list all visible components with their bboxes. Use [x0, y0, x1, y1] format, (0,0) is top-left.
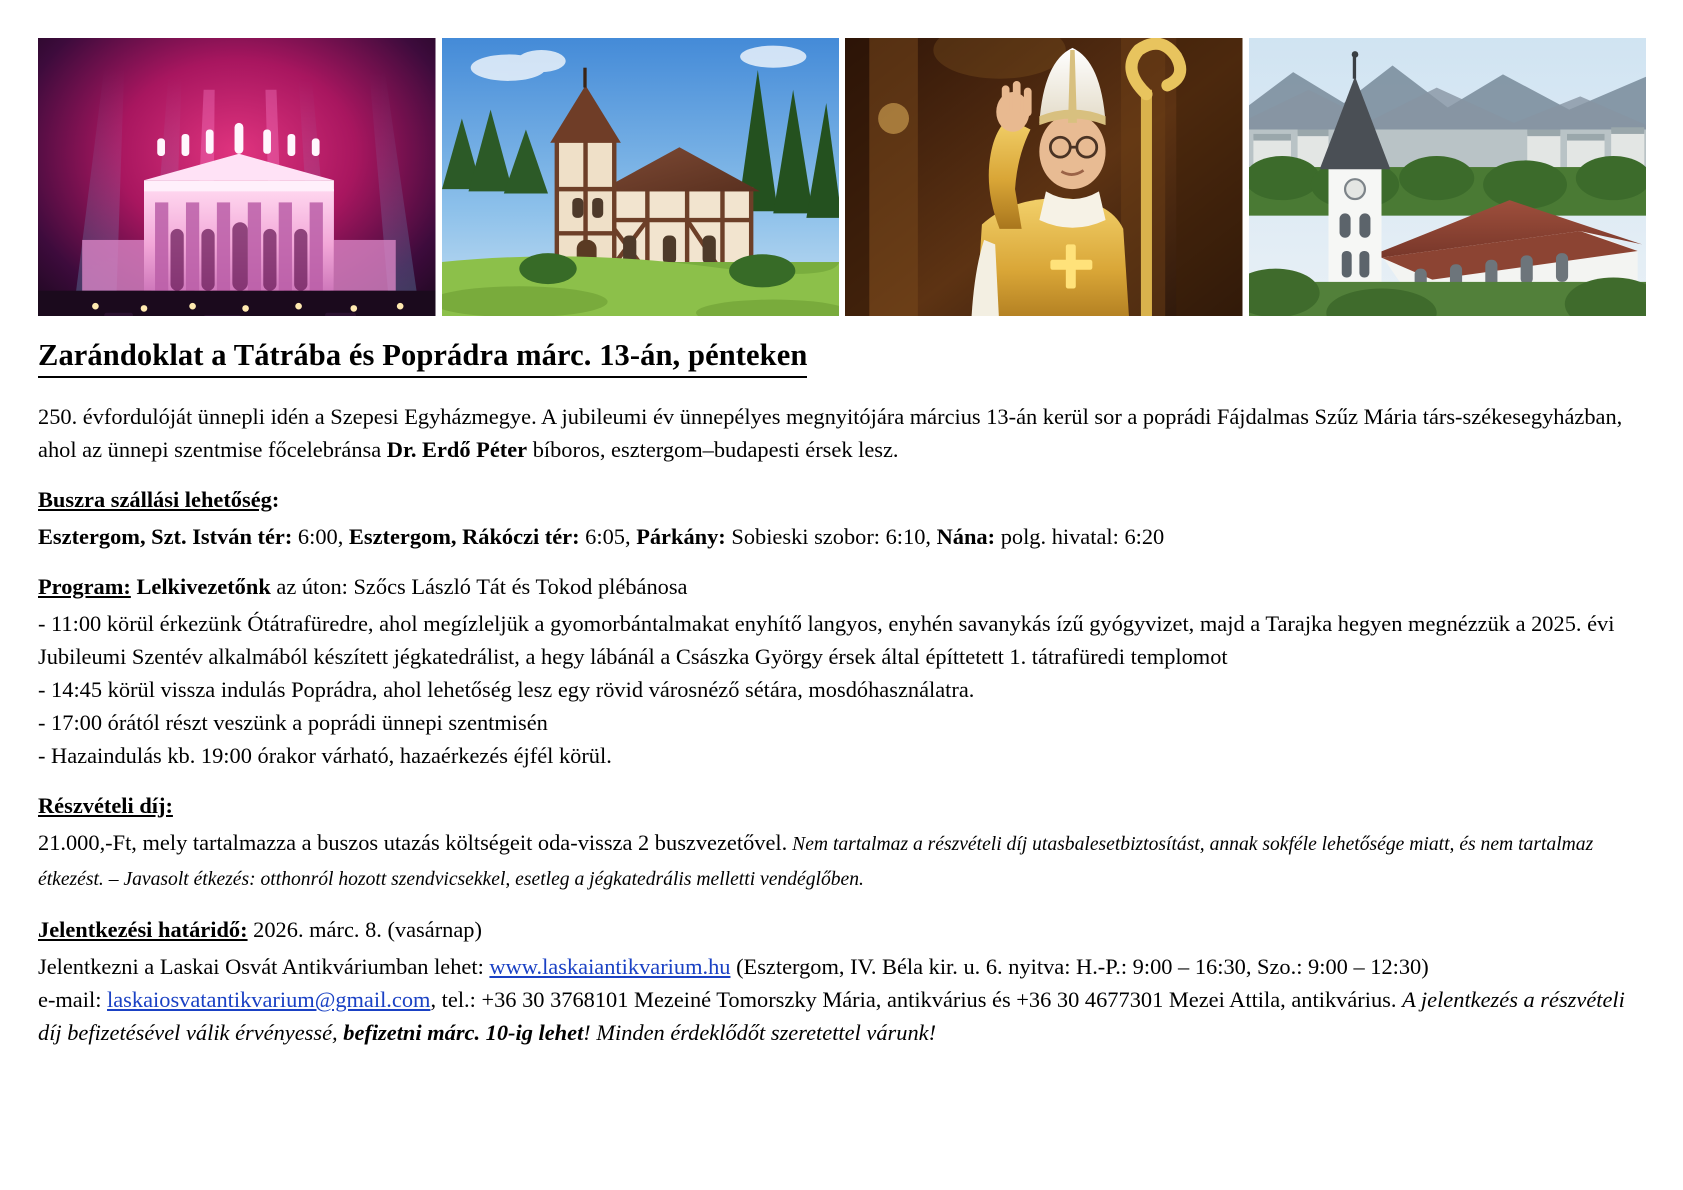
stop-3-time: Sobieski szobor: 6:10,: [725, 524, 937, 549]
deadline-line: [38, 913, 1645, 946]
boarding-heading: Buszra szállási lehetőség: [38, 487, 272, 512]
photo-tatrafured-wooden-church: [442, 38, 840, 316]
registration-where-prefix: Jelentkezni a Laskai Osvát Antikváriumban lehet:: [38, 954, 490, 979]
program-item: - 14:45 körül vissza indulás Poprádra, ahol lehetőség lesz egy rövid városnéző sétára, mosdóhasználatra.: [38, 677, 975, 702]
fee-heading-line: [38, 789, 1645, 822]
fee-note: Nem tartalmaz a részvételi díj utasbalesetbiztosítást, annak sokféle lehetősége miatt, és nem tartalmaz étkezést. – Javasolt étkezés: otthonról hozott szendvicsekkel, esetleg a jégkatedrális melletti vendéglőben.: [38, 834, 1594, 890]
intro-text-part1: 250. évfordulóját ünnepli idén a Szepesi Egyházmegye. A jubileumi év ünnepélyes megnyitójára március 13-án kerül sor a poprádi Fájdalmas Szűz Mária társ-székesegyházban, ahol az ünnepi szentmise főcelebránsa: [38, 404, 1623, 462]
stop-4-time: polg. hivatal: 6:20: [995, 524, 1165, 549]
stop-2-label: Esztergom, Rákóczi tér:: [348, 524, 580, 549]
closing-note-part1: A jelentkezés a részvételi díj befizetésével válik érvényessé,: [38, 987, 1625, 1045]
program-item: - 17:00 órától részt veszünk a poprádi ünnepi szentmisén: [38, 710, 548, 735]
stop-1-time: 6:00,: [292, 524, 349, 549]
registration-where-suffix: (Esztergom, IV. Béla kir. u. 6. nyitva: H.-P.: 9:00 – 16:30, Szo.: 9:00 – 12:30): [730, 954, 1429, 979]
registration-contact-line: [38, 983, 1645, 1049]
stop-3-label: Párkány:: [636, 524, 726, 549]
fee-heading: Részvételi díj:: [38, 793, 173, 818]
photo-strip: [38, 38, 1646, 316]
boarding-stops-line: [38, 520, 1645, 553]
boarding-heading-line: [38, 483, 1645, 516]
program-item: - Hazaindulás kb. 19:00 órakor várható, hazaérkezés éjfél körül.: [38, 743, 612, 768]
program-item: - 11:00 körül érkezünk Ótátrafüredre, ahol megízleljük a gyomorbántalmakat enyhítő langyos, enyhén savanykás ízű gyógyvizet, majd a Tarajka hegyen megnézzük a 2025. évi Jubileumi Szentév alkalmából készített jégkatedrálist, a hegy lábánál a Császka György érsek által építtetett 1. tátrafüredi templomot: [38, 611, 1615, 669]
registration-location-line: [38, 950, 1645, 983]
deadline-label: Jelentkezési határidő:: [38, 917, 248, 942]
photo-cardinal-blessing: [845, 38, 1243, 316]
contact-email-link[interactable]: laskaiosvatantikvarium@gmail.com: [107, 987, 431, 1012]
intro-text-part2: bíboros, esztergom–budapesti érsek lesz.: [527, 437, 899, 462]
stop-4-label: Nána:: [936, 524, 996, 549]
antikvarium-website-link[interactable]: www.laskaiantikvarium.hu: [489, 954, 731, 979]
spiritual-guide-text: az úton: Szőcs László Tát és Tokod plébánosa: [270, 574, 688, 599]
fee-details: [38, 826, 1645, 896]
boarding-heading-colon: :: [271, 487, 280, 512]
program-label: Program:: [38, 574, 131, 599]
phone-contacts: , tel.: +36 30 3768101 Mezeiné Tomorszky Mária, antikvárius és +36 30 4677301 Mezei Attila, antikvárius.: [430, 987, 1403, 1012]
celebrant-name: Dr. Erdő Péter: [386, 437, 528, 462]
stop-1-label: Esztergom, Szt. István tér:: [38, 524, 293, 549]
payment-deadline-emphasis: befizetni márc. 10-ig lehet: [343, 1020, 584, 1045]
deadline-value: 2026. márc. 8. (vasárnap): [247, 917, 482, 942]
photo-poprad-basilica-aerial: [1249, 38, 1647, 316]
page-title: Zarándoklat a Tátrába és Poprádra márc. 13-án, pénteken: [38, 338, 807, 378]
article-body: [38, 400, 1645, 1049]
closing-note-part2: ! Minden érdeklődőt szeretettel várunk!: [583, 1020, 937, 1045]
photo-ice-cathedral-night: [38, 38, 436, 316]
program-heading-line: [38, 570, 1645, 603]
fee-amount-text: 21.000,-Ft, mely tartalmazza a buszos utazás költségeit oda-vissza 2 buszvezetővel.: [38, 830, 788, 855]
stop-2-time: 6:05,: [579, 524, 637, 549]
email-prefix: e-mail:: [38, 987, 108, 1012]
intro-paragraph: [38, 400, 1645, 466]
spiritual-guide-label: Lelkivezetőnk: [130, 574, 271, 599]
